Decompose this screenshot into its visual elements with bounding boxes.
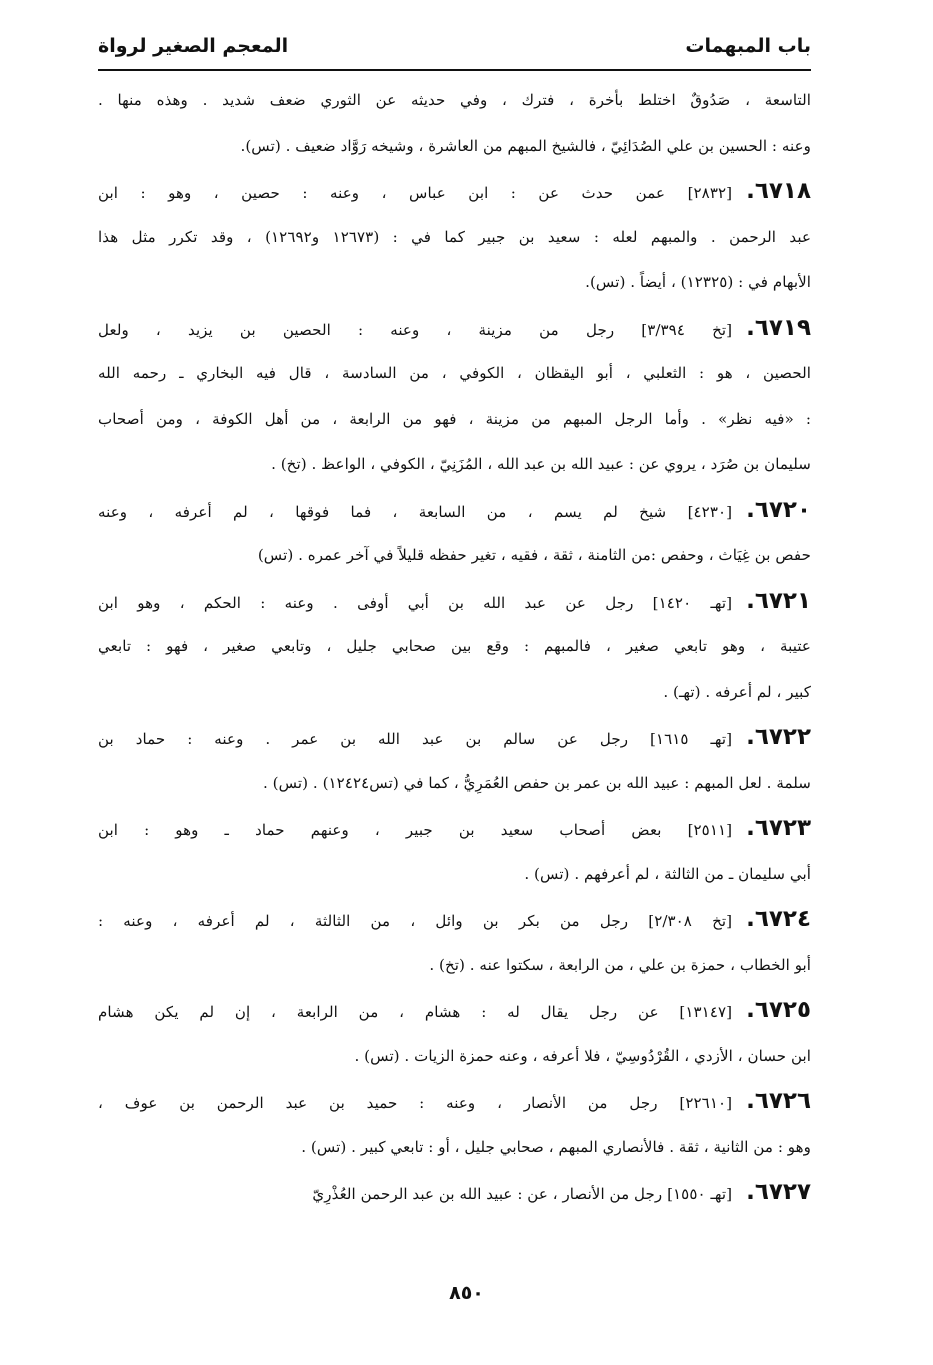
body-line: سليمان بن صُرَد ، يروي عن : عبيد الله بن عبد الله ، المُزَنِيّ ، الكوفي ، الواعظ . (تخ) .	[271, 455, 811, 473]
body-line: أبي سليمان ـ من الثالثة ، لم أعرفهم . (تس) .	[524, 864, 811, 883]
body-line: عبد الرحمن . والمبهم لعله : سعيد بن جبير كما في : (١٢٦٧٣ و١٢٦٩٢) ، وقد تكرر مثل هذا	[98, 227, 811, 246]
page-body	[98, 78, 811, 1216]
entry-text: [٢٥١١] بعض أصحاب سعيد بن جبير ، وعنهم حماد ـ وهو : ابن	[98, 821, 733, 839]
entry-number: ٦٧٢١.	[746, 587, 811, 614]
entry-number: ٦٧٢٠.	[746, 496, 811, 523]
body-line: حفص بن غِيَاث ، وحفص :من الثامنة ، ثقة ، فقيه ، تغير حفظه قليلاً في آخر عمره . (تس)	[257, 546, 811, 564]
entry-number: ٦٧٢٣.	[746, 815, 811, 841]
entry-text: [٤٢٣٠] شيخ لم يسم ، من السابعة ، فما فوقها ، لم أعرفه ، وعنه	[98, 502, 733, 521]
body-line: عتيبة ، وهو تابعي صغير ، فالمبهم : وقع بين صحابي جليل ، وتابعي صغير ، فهو : تابعي	[98, 637, 811, 655]
entry-number: ٦٧٢٢.	[746, 724, 811, 750]
entry-first-line	[98, 579, 811, 625]
body-line: ابن حسان ، الأزدي ، القُرْدُوسِيّ ، فلا أعرفه ، وعنه حمزة الزيات . (تس) .	[354, 1046, 811, 1065]
header-divider	[98, 69, 811, 71]
entry-number: ٦٧٢٤.	[746, 906, 811, 932]
entry-text: [٢٨٣٢] عمن حدث عن : ابن عباس ، وعنه : حصين ، وهو : ابن	[98, 184, 733, 202]
entry-first-line	[98, 1170, 811, 1216]
entry-text: [تهـ ١٦١٥] رجل عن سالم بن عبد الله بن عمر . وعنه : حماد بن	[98, 730, 733, 748]
entry-first-line	[98, 715, 811, 761]
page-number: ٨٥٠	[449, 1282, 484, 1304]
body-line: أبو الخطاب ، حمزة بن علي ، من الرابعة ، سكتوا عنه . (تخ) .	[429, 955, 811, 974]
entry-number: ٦٧٢٦.	[746, 1088, 811, 1114]
entry-text: [تخ ٢/٣٠٨] رجل من بكر بن وائل ، من الثالثة ، لم أعرفه ، وعنه :	[98, 912, 733, 930]
body-line: سلمة . لعل المبهم : عبيد الله بن عمر بن حفص العُمَرِيُّ ، كما في (تس١٢٤٢٤) . (تس) .	[262, 773, 811, 792]
entry-text: [١٣١٤٧] عن رجل يقال له : هشام ، من الرابعة ، إن لم يكن هشام	[98, 1003, 733, 1021]
body-line: الحصين ، هو : الثعلبي ، أبو اليقظان ، الكوفي ، من السادسة ، قال فيه البخاري ـ رحمه الله	[98, 364, 811, 382]
body-line: وهو : من الثانية ، ثقة . فالأنصاري المبهم ، صحابي جليل ، أو : تابعي كبير . (تس) .	[301, 1137, 811, 1156]
body-line: التاسعة ، صَدُوقٌ اختلط بأخرة ، فترك ، وفي حديثه عن الثوري ضعف شديد . وهذه منها .	[98, 91, 811, 109]
body-line: الأبهام في : (١٢٣٢٥) ، أيضاً . (تس).	[585, 273, 811, 291]
entry-text: [٢٢٦١٠] رجل من الأنصار ، وعنه : حميد بن عبد الرحمن بن عوف ،	[98, 1094, 733, 1112]
entry-first-line	[98, 306, 811, 352]
page-header	[98, 28, 811, 64]
entry-text: [تخ ٣/٣٩٤] رجل من مزينة ، وعنه : الحصين بن يزيد ، ولعل	[98, 320, 733, 339]
entry-first-line	[98, 1079, 811, 1125]
body-line: كبير ، لم أعرفه . (تهـ) .	[663, 682, 811, 701]
entry-first-line	[98, 897, 811, 943]
book-title: المعجم الصغير لرواة	[98, 35, 289, 57]
chapter-title: باب المبهمات	[685, 35, 811, 57]
entry-text: [تهـ ١٤٢٠] رجل عن عبد الله بن أبي أوفى . وعنه : الحكم ، وهو ابن	[98, 593, 733, 612]
entry-first-line	[98, 988, 811, 1034]
entry-number: ٦٧١٨.	[746, 178, 811, 204]
entry-number: ٦٧١٩.	[746, 314, 811, 341]
entry-first-line	[98, 169, 811, 215]
entry-number: ٦٧٢٧.	[746, 1179, 811, 1205]
body-line: وعنه : الحسين بن علي الصُدَائِيّ ، فالشيخ المبهم من العاشرة ، وشيخه رَوَّاد ضعيف . (تس).	[240, 136, 811, 155]
body-line: : «فيه نظر» . وأما الرجل المبهم من مزينة ، فهو من الرابعة ، من أهل الكوفة ، ومن أصحاب	[98, 409, 811, 428]
entry-first-line	[98, 488, 811, 534]
entry-text: [تهـ ١٥٥٠] رجل من الأنصار ، عن : عبيد الله بن عبد الرحمن العُذْرِيّ	[312, 1185, 733, 1203]
entry-first-line	[98, 806, 811, 852]
entry-number: ٦٧٢٥.	[746, 997, 811, 1023]
